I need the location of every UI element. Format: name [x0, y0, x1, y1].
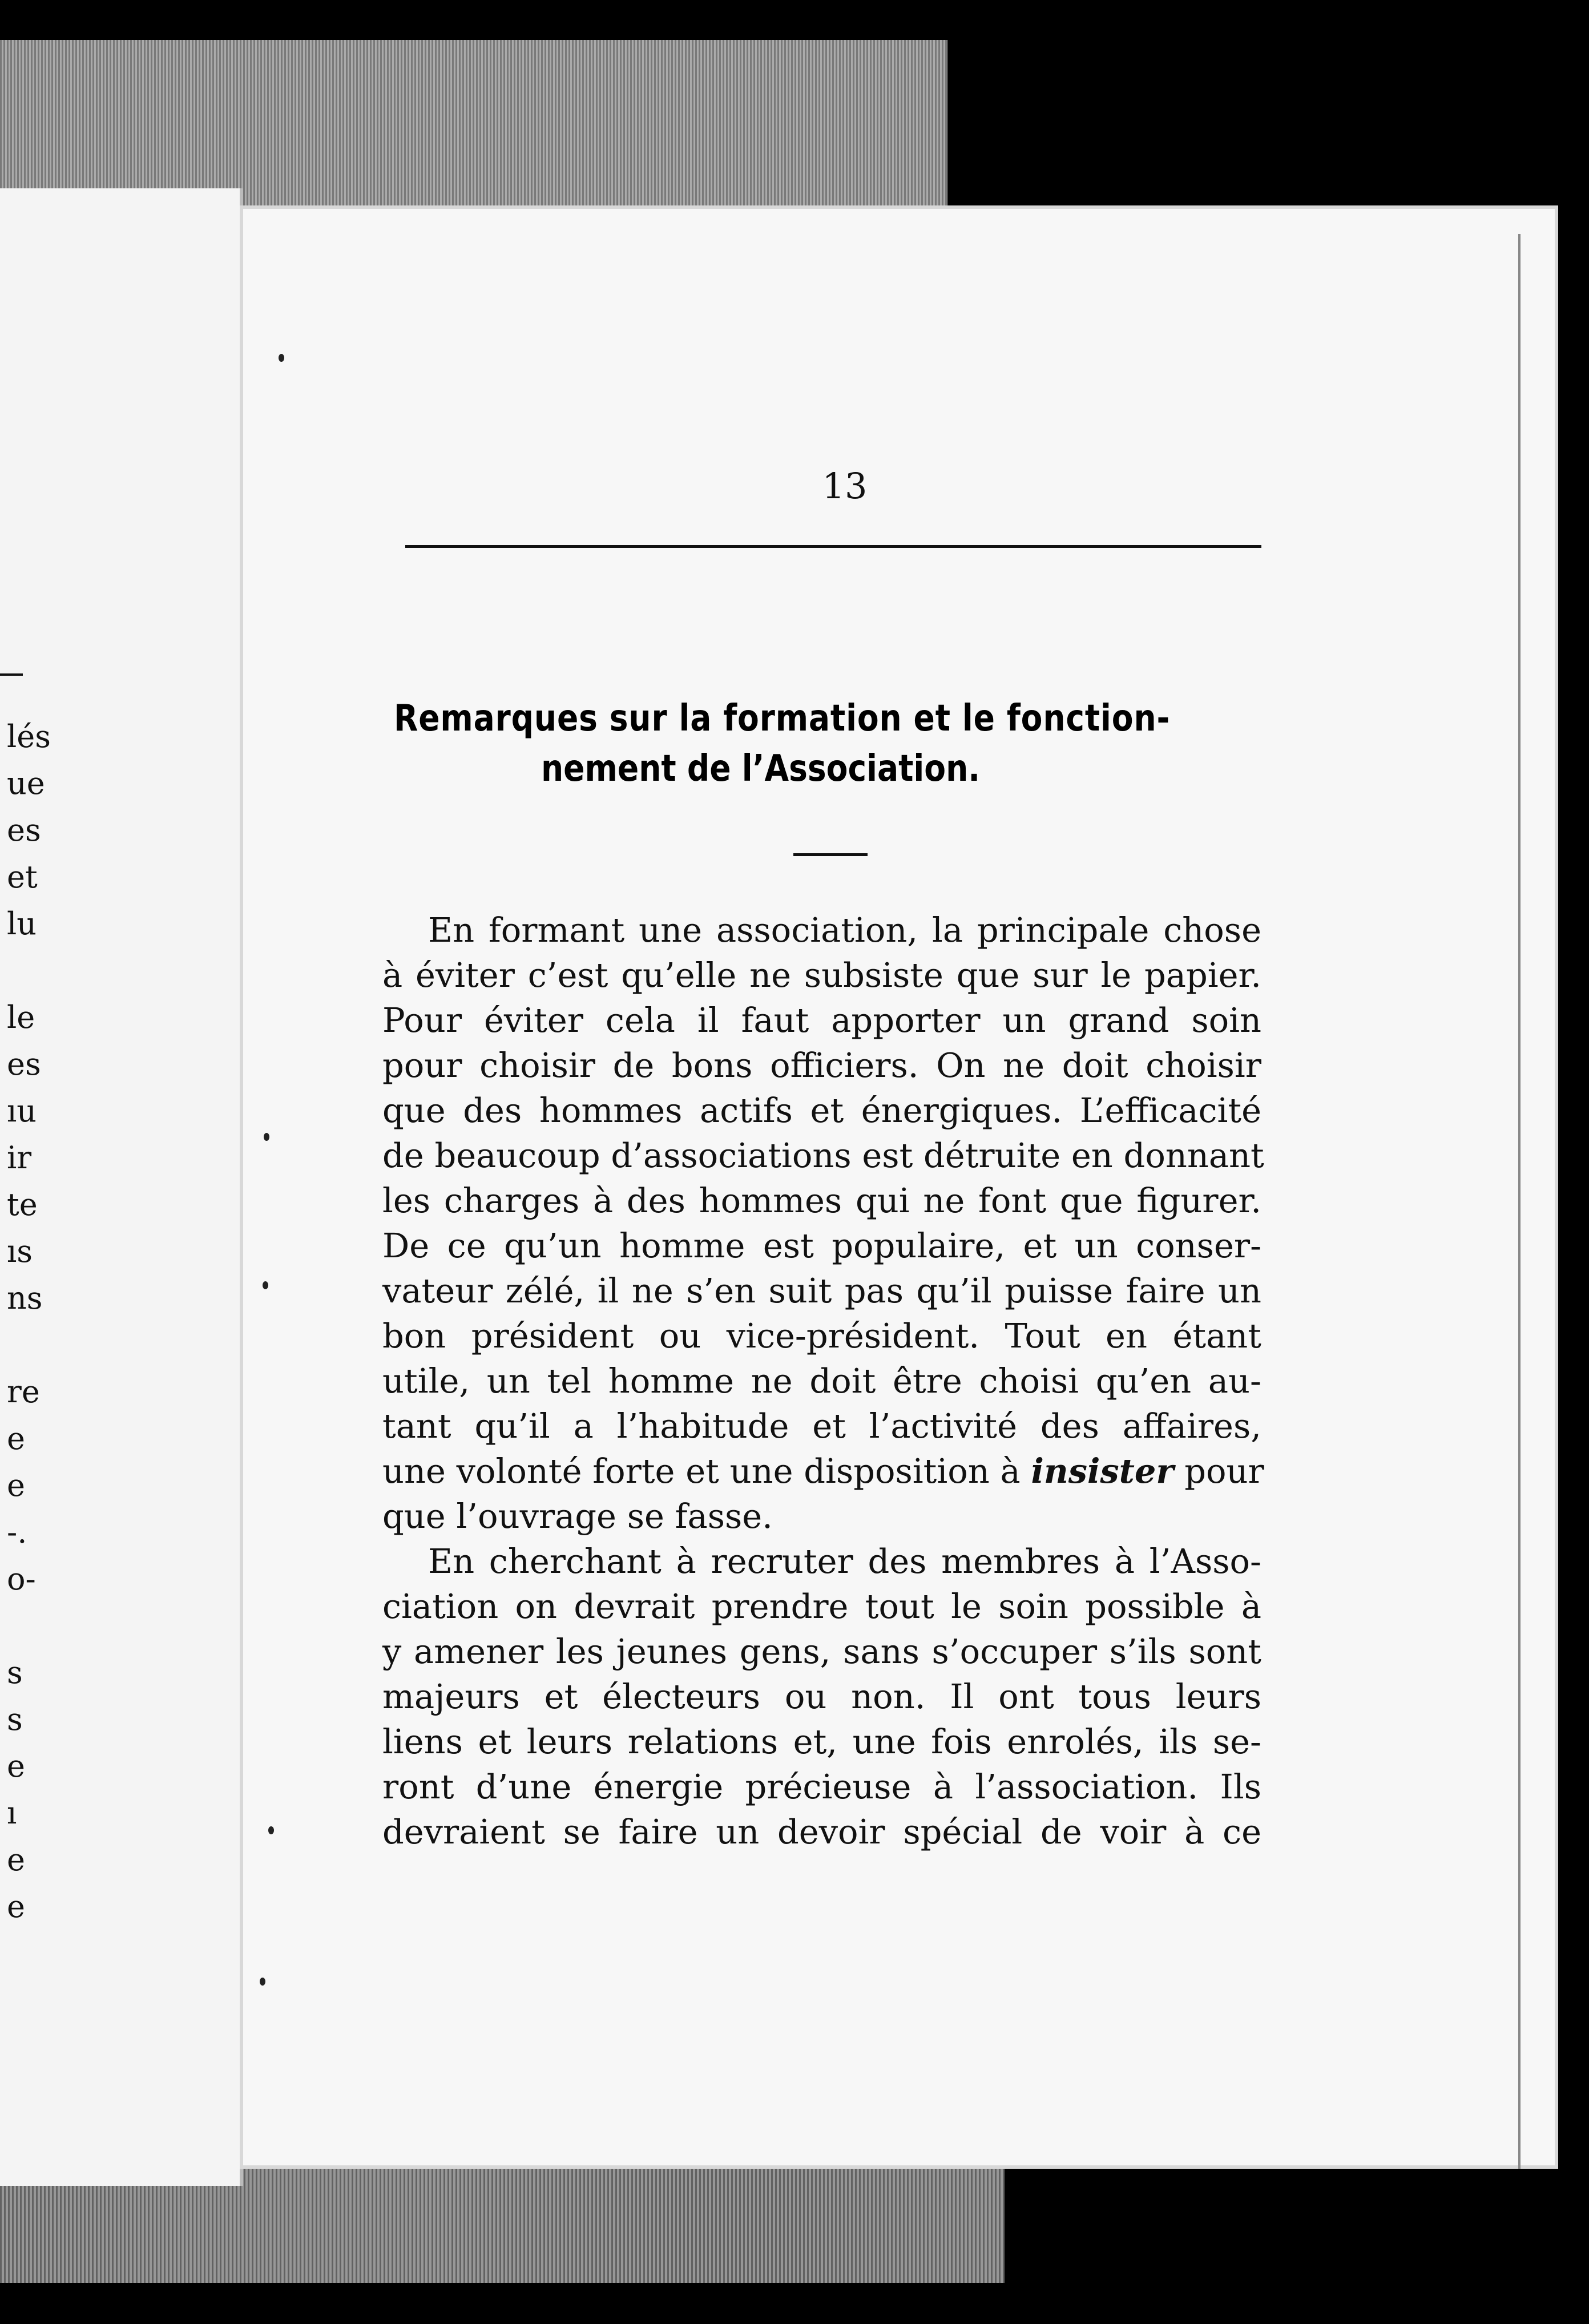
left-fragment: o- [7, 1561, 36, 1597]
left-page-rule [0, 673, 23, 676]
left-fragment: e [7, 1748, 25, 1784]
text-line: pour choisir de bons officiers. On ne doit choisir [382, 1046, 1261, 1085]
text-segment: une volonté forte et une disposition à [382, 1451, 1021, 1491]
binding-cloth-top [0, 40, 947, 211]
heading-rule [793, 853, 868, 856]
left-fragment: ir [7, 1140, 32, 1176]
margin-mark [260, 1978, 265, 1986]
text-line: ront d’une énergie précieuse à l’association. Ils [382, 1767, 1261, 1806]
left-fragment: e [7, 1421, 25, 1456]
left-fragment: es [7, 1046, 41, 1082]
body-text [382, 907, 1264, 1854]
left-page-fragments [7, 713, 70, 1930]
margin-mark [279, 354, 284, 362]
text-segment: pour [1184, 1451, 1264, 1491]
left-fragment [7, 947, 70, 994]
text-line-emphasis [382, 1449, 1264, 1494]
text-line: y amener les jeunes gens, sans s’occuper s’ils sont [382, 1632, 1261, 1671]
left-fragment: s [7, 1701, 23, 1737]
heading-line-2: nement de l’Association. [541, 748, 981, 790]
heading-line-1: Remarques sur la formation et le fonction- [394, 697, 1171, 740]
text-line: bon président ou vice-président. Tout en étant [382, 1316, 1261, 1355]
text-line: Pour éviter cela il faut apporter un grand soin [382, 1000, 1261, 1040]
page-edge [1518, 234, 1543, 2169]
left-fragment: e [7, 1842, 25, 1878]
page-number: 13 [822, 465, 868, 507]
text-line: vateur zélé, il ne s’en suit pas qu’il puisse faire un [382, 1271, 1261, 1310]
left-page [0, 188, 243, 2186]
text-line: de beaucoup d’associations est détruite en donnant [382, 1136, 1264, 1175]
header-rule [405, 545, 1261, 548]
left-fragment: ue [7, 765, 45, 801]
left-fragment: ns [7, 1280, 43, 1316]
left-fragment: e [7, 1889, 25, 1924]
text-line: que des hommes actifs et énergiques. L’efficacité [382, 1091, 1261, 1130]
text-line: liens et leurs relations et, une fois enrolés, ils se- [382, 1722, 1261, 1761]
margin-mark [264, 1133, 269, 1141]
text-line: ciation on devrait prendre tout le soin possible à [382, 1587, 1261, 1626]
left-fragment: le [7, 999, 35, 1035]
text-line: devraient se faire un devoir spécial de voir à ce [382, 1812, 1261, 1851]
text-line: utile, un tel homme ne doit être choisi qu’en au- [382, 1361, 1261, 1401]
text-line: De ce qu’un homme est populaire, et un conser- [382, 1226, 1261, 1265]
left-fragment: te [7, 1187, 38, 1222]
left-fragment [7, 1603, 70, 1649]
text-line: En cherchant à recruter des membres à l’Asso- [428, 1542, 1261, 1581]
text-line: majeurs et électeurs ou non. Il ont tous leurs [382, 1677, 1261, 1716]
left-fragment: et [7, 859, 38, 895]
left-fragment: ı [7, 1795, 17, 1831]
text-line: En formant une association, la principale chose [428, 910, 1261, 950]
left-fragment: ıs [7, 1233, 33, 1269]
left-fragment: e [7, 1467, 25, 1503]
left-fragment: lés [7, 719, 51, 755]
text-line: les charges à des hommes qui ne font que figurer. [382, 1181, 1261, 1220]
margin-mark [263, 1281, 268, 1289]
left-fragment [7, 1322, 70, 1369]
text-line: tant qu’il a l’habitude et l’activité des affaires, [382, 1406, 1261, 1446]
left-fragment: ıu [7, 1093, 37, 1129]
text-line: que l’ouvrage se fasse. [382, 1496, 773, 1536]
left-fragment: es [7, 812, 41, 848]
margin-mark [268, 1826, 274, 1834]
left-fragment: s [7, 1655, 23, 1690]
text-line: à éviter c’est qu’elle ne subsiste que sur le papier. [382, 955, 1261, 995]
emphasis-word: insister [1031, 1451, 1174, 1491]
section-heading [394, 693, 1171, 794]
left-fragment: lu [7, 906, 37, 942]
left-fragment: re [7, 1374, 40, 1410]
left-fragment: -. [7, 1514, 27, 1550]
